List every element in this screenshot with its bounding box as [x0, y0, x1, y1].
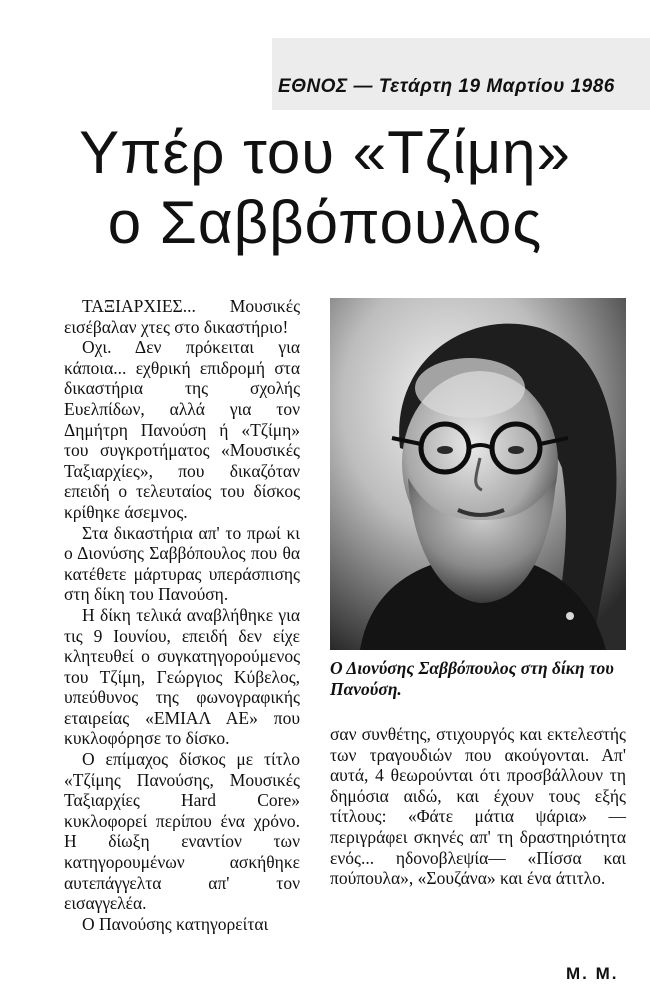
dateline: ΕΘΝΟΣ — Τετάρτη 19 Μαρτίου 1986: [278, 76, 615, 97]
right-column: [330, 724, 626, 889]
paragraph: ΤΑΞΙΑΡΧΙΕΣ... Μουσικές εισέβαλαν χτες στο δικαστήριο!: [64, 296, 300, 337]
author-signature: Μ. Μ.: [566, 964, 619, 983]
left-column: [64, 296, 300, 934]
portrait-photo-icon: [330, 298, 626, 650]
portrait-photo: [330, 298, 626, 650]
headline-line-2: ο Σαββόπουλος: [107, 189, 543, 256]
paragraph: Οχι. Δεν πρόκειται για κάποια... εχθρική επιδρομή στα δικαστήρια της σχολής Ευελπίδων, αλλά για τον Δημήτρη Πανούση ή «Τζίμη» του συγκροτήματος «Μουσικές Ταξιαρχίες», που δικαζόταν επειδή ο τελευταίος του δίσκος κρίθηκε άσεμνος.: [64, 337, 300, 522]
headline-line-1: Υπέρ του «Τζίμη»: [79, 119, 571, 186]
headline: [0, 118, 650, 258]
paragraph: Στα δικαστήρια απ' το πρωί κι ο Διονύσης Σαββόπουλος που θα κατέθετε μάρτυρας υπεράσπισης στη δίκη του Πανούση.: [64, 522, 300, 605]
paragraph: σαν συνθέτης, στιχουργός και εκτελεστής των τραγουδιών που ακούγονται. Απ' αυτά, 4 θεωρούνται ότι προσβάλλουν τη δημόσια αιδώ, και έχουν τους εξής τίτλους: «Φάτε μάτια ψάρια» —περιγράφει σκηνές απ' τη δραστηριότητα ενός... ηδονοβλεψία— «Πίσσα και πούπουλα», «Σουζάνα» και ένα άτιτλο.: [330, 724, 626, 889]
paragraph: Η δίκη τελικά αναβλήθηκε για τις 9 Ιουνίου, επειδή δεν είχε κλητευθεί ο συγκατηγορούμενος του Τζίμη, Γεώργιος Κύβελος, υπεύθυνος της φωνογραφικής εταιρείας «ΕΜΙΑΛ ΑΕ» που κυκλοφόρησε το δίσκο.: [64, 604, 300, 749]
photo-caption: Ο Διονύσης Σαββόπουλος στη δίκη του Πανούση.: [330, 658, 614, 699]
paragraph: Ο Πανούσης κατηγορείται: [82, 913, 269, 934]
paragraph: Ο επίμαχος δίσκος με τίτλο «Τζίμης Πανούσης, Μουσικές Ταξιαρχίες Hard Core» κυκλοφορεί περίπου ένα χρόνο. Η δίωξη εναντίον των κατηγορουμένων ασκήθηκε αυτεπάγγελτα απ' τον εισαγγελέα.: [64, 749, 300, 914]
header-strip: [272, 38, 650, 110]
